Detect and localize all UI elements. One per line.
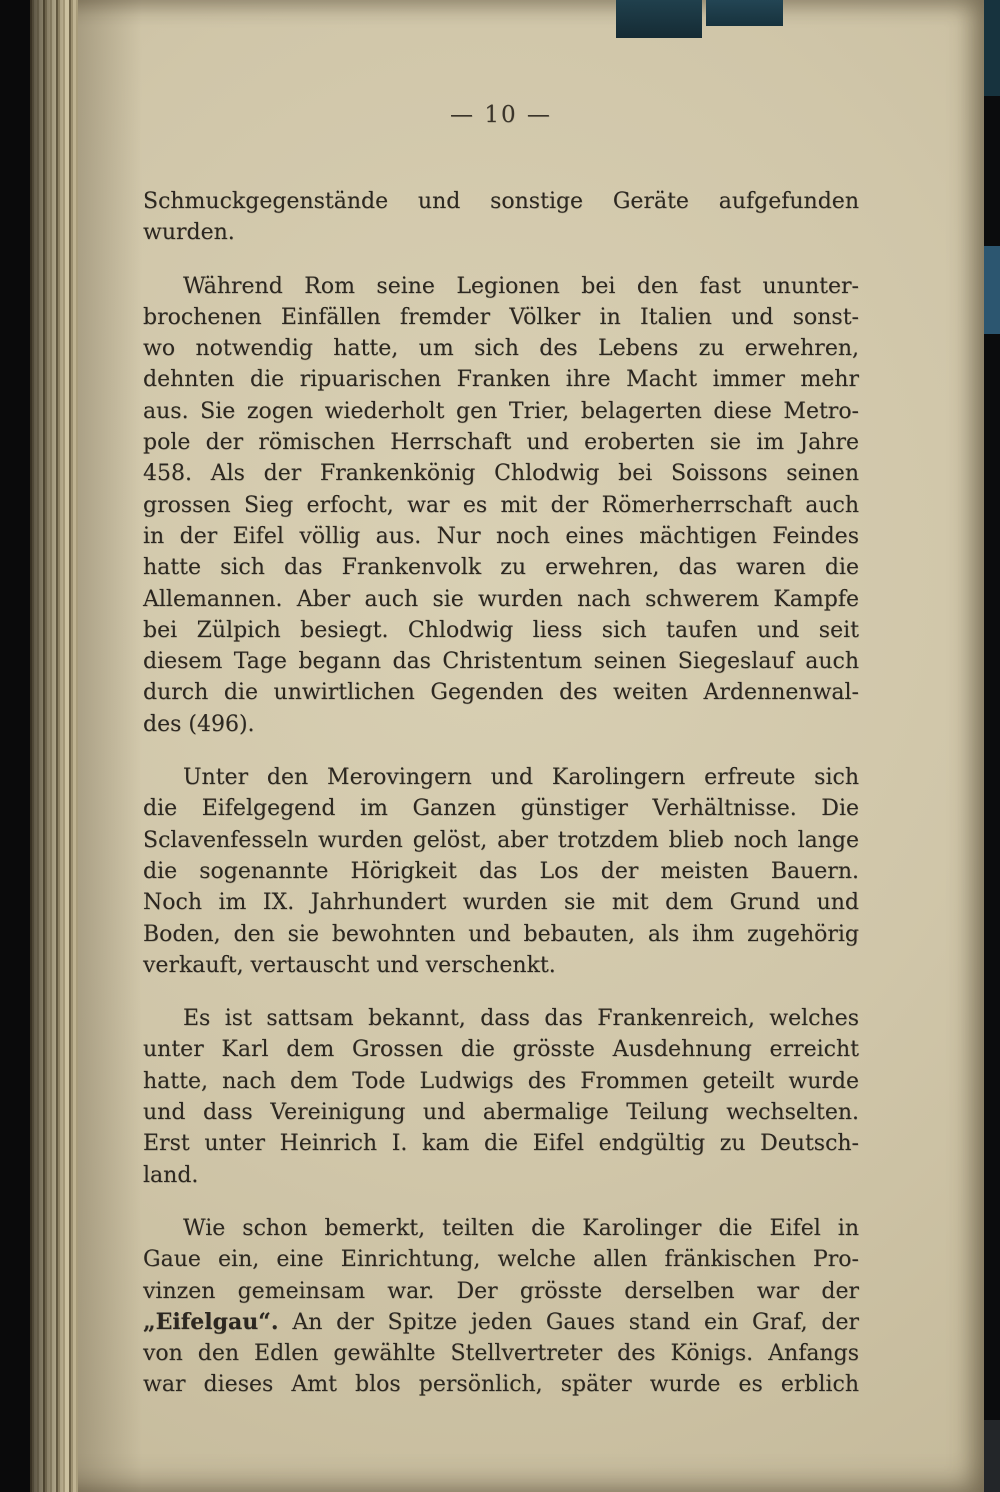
text-line: in der Eifel völlig aus. Nur noch eines mächtigen Feindes [143,523,859,549]
text-line: bei Zülpich besiegt. Chlodwig liess sich taufen und seit [143,617,859,643]
page-text [143,186,859,1423]
scan-right-edge [984,0,1000,1492]
text-line: Boden, den sie bewohnten und bebauten, als ihm zugehörig [143,921,859,947]
page-number: — 10 — [450,102,552,128]
text-line: Allemannen. Aber auch sie wurden nach schwerem Kampfe [143,586,859,612]
scan-background-block-1 [616,0,702,38]
text-line: Schmuckgegenstände und sonstige Geräte aufgefunden [143,189,859,214]
text-line: unter Karl dem Grossen die grösste Ausdehnung erreicht [143,1037,859,1063]
scan-background-block-2 [706,0,783,26]
text-line: land. [143,1162,199,1188]
text-line: Unter den Merovingern und Karolingern erfreute sich [183,765,859,791]
text-line: verkauft, vertauscht und verschenkt. [143,952,556,978]
text-line: hatte sich das Frankenvolk zu erwehren, das waren die [143,555,859,581]
text-line: die sogenannte Hörigkeit das Los der meisten Bauern. [143,858,859,884]
text-line [143,1307,859,1338]
text-line: wurden. [143,220,235,246]
scan-right-edge-segment [984,1420,1000,1492]
text-line: und dass Vereinigung und abermalige Teilung wechselten. [143,1100,859,1126]
text-line: von den Edlen gewählte Stellvertreter des Königs. Anfangs [143,1341,859,1367]
text-line: durch die unwirtlichen Gegenden des weiten Ardennenwal- [143,680,859,706]
text-line: Während Rom seine Legionen bei den fast ununter- [183,273,859,299]
text-line: Erst unter Heinrich I. kam die Eifel endgültig zu Deutsch- [143,1131,859,1157]
scan-right-edge-segment [984,246,1000,334]
text-line: vinzen gemeinsam war. Der grösste derselben war der [143,1278,859,1304]
text-line: 458. Als der Frankenkönig Chlodwig bei Soissons seinen [143,461,859,487]
text-line: Gaue ein, eine Einrichtung, welche allen fränkischen Pro- [143,1247,859,1273]
text-line: pole der römischen Herrschaft und eroberten sie im Jahre [143,430,859,456]
scan-right-edge-segment [984,0,1000,96]
text-line: Sclavenfesseln wurden gelöst, aber trotzdem blieb noch lange [143,827,859,853]
gutter-shadow [78,0,142,1492]
text-line: hatte, nach dem Tode Ludwigs des Frommen geteilt wurde [143,1068,859,1094]
text-line: grossen Sieg erfocht, war es mit der Römerherrschaft auch [143,492,859,518]
text-line: war dieses Amt blos persönlich, später wurde es erblich [143,1372,859,1398]
text-line-rest: An der Spitze jeden Gaues stand ein Graf, der [292,1309,859,1335]
text-line: des (496). [143,711,255,737]
bold-word: „Eifelgau“. [143,1308,279,1335]
text-line: brochenen Einfällen fremder Völker in Italien und sonst- [143,304,859,330]
text-line: die Eifelgegend im Ganzen günstiger Verhältnisse. Die [143,796,859,822]
book-page-edges [30,0,78,1492]
text-line: Noch im IX. Jahrhundert wurden sie mit dem Grund und [143,890,859,916]
text-line: wo notwendig hatte, um sich des Lebens zu erwehren, [143,336,859,362]
text-line: dehnten die ripuarischen Franken ihre Macht immer mehr [143,367,859,393]
text-line: Wie schon bemerkt, teilten die Karolinger die Eifel in [183,1215,859,1241]
text-line: Es ist sattsam bekannt, dass das Frankenreich, welches [183,1006,859,1032]
text-line: aus. Sie zogen wiederholt gen Trier, belagerten diese Metro- [143,398,859,424]
text-line: diesem Tage begann das Christentum seinen Siegeslauf auch [143,649,859,675]
